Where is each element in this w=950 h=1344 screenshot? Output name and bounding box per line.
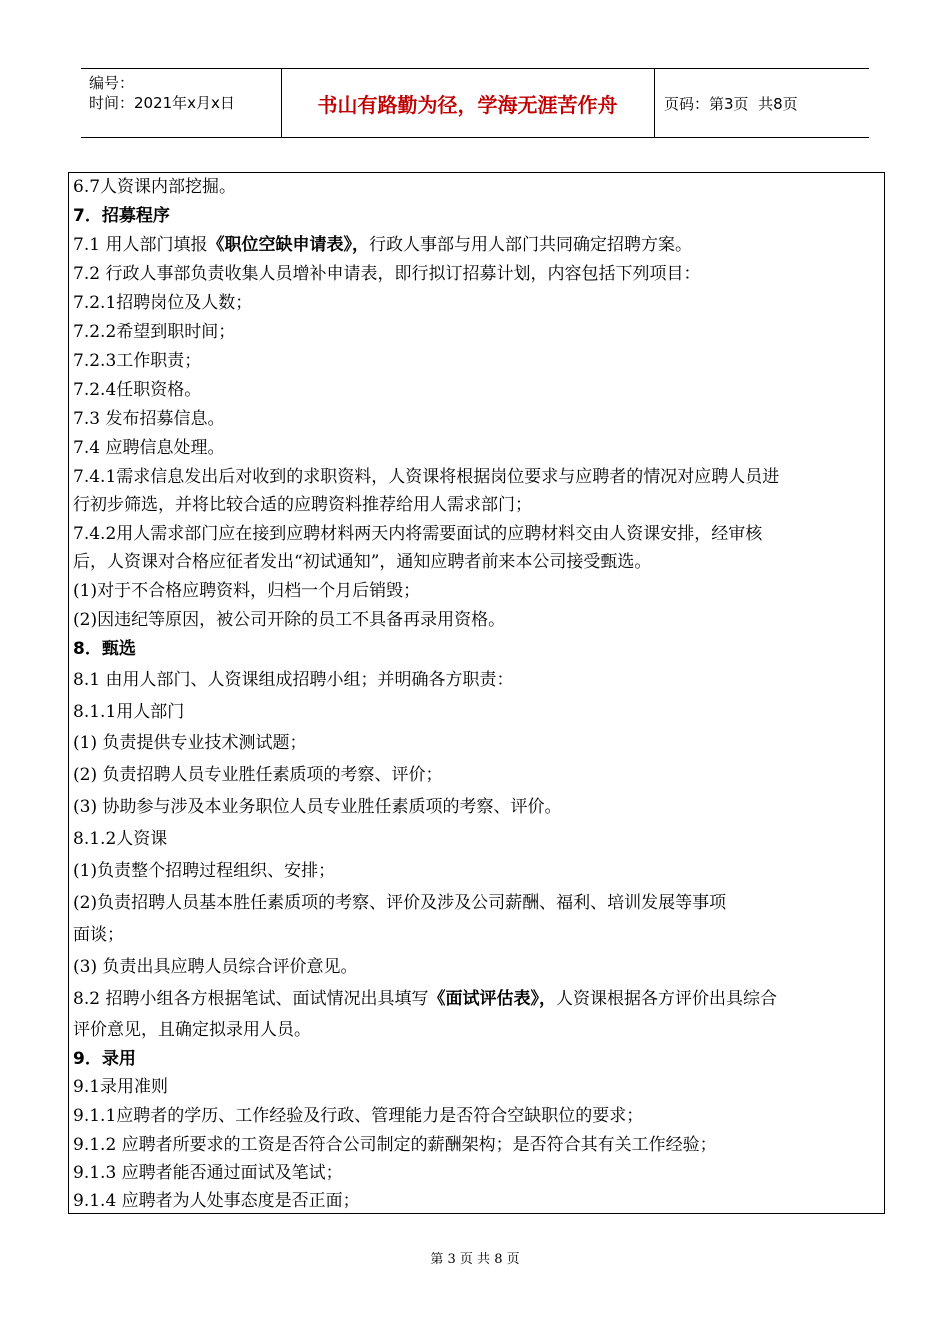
- text-line: (1)负责整个招聘过程组织、安排；: [73, 861, 336, 881]
- text-line: 后，人资课对合格应征者发出“初试通知”，通知应聘者前来本公司接受甄选。: [73, 552, 652, 572]
- page-footer: 第 3 页 共 8 页: [430, 1252, 520, 1267]
- text-line: 9.1.3 应聘者能否通过面试及笔试；: [73, 1163, 343, 1183]
- content-frame: [68, 172, 885, 1214]
- text-line: 7.3 发布招募信息。: [73, 409, 225, 429]
- header-page-number: 页码：第3页 共8页: [664, 94, 798, 113]
- form-name: 《面试评估表》，: [428, 989, 556, 1009]
- text-line: (2)负责招聘人员基本胜任素质项的考察、评价及涉及公司薪酬、福利、培训发展等事项: [73, 893, 727, 913]
- text-line: (2)因违纪等原因，被公司开除的员工不具备再录用资格。: [73, 610, 506, 630]
- text-line: 行初步筛选，并将比较合适的应聘资料推荐给用人需求部门；: [73, 495, 532, 515]
- text-line: 7.2.1招聘岗位及人数；: [73, 293, 253, 313]
- text-line: 9.1.1应聘者的学历、工作经验及行政、管理能力是否符合空缺职位的要求；: [73, 1106, 644, 1126]
- header-divider: [654, 69, 655, 137]
- section-heading: 9．录用: [73, 1049, 136, 1069]
- header-motto: 书山有路勤为径，学海无涯苦作舟: [317, 92, 618, 117]
- text-line: 7.1 用人部门填报《职位空缺申请表》，行政人事部与用人部门共同确定招聘方案。: [73, 235, 692, 255]
- text-line: (1) 负责提供专业技术测试题；: [73, 733, 307, 753]
- text-line: 7.2.2希望到职时间；: [73, 322, 236, 342]
- text-line: 评价意见，且确定拟录用人员。: [73, 1020, 311, 1040]
- text-line: (2) 负责招聘人员专业胜任素质项的考察、评价；: [73, 765, 443, 785]
- text-line: 9.1录用准则: [73, 1077, 169, 1097]
- text-line: 7.2.4任职资格。: [73, 380, 202, 400]
- text-line: 8.1.2人资课: [73, 829, 168, 849]
- text-line: 6.7人资课内部挖掘。: [73, 177, 237, 197]
- text-line: (3) 负责出具应聘人员综合评价意见。: [73, 957, 358, 977]
- section-heading: 7．招募程序: [73, 206, 170, 226]
- text-line: 7.4.2用人需求部门应在接到应聘材料两天内将需要面试的应聘材料交由人资课安排，经审核: [73, 524, 763, 544]
- text-line: 9.1.2 应聘者所要求的工资是否符合公司制定的薪酬架构；是否符合其有关工作经验；: [73, 1135, 717, 1155]
- document-header: [81, 68, 869, 138]
- section-heading: 8．甄选: [73, 639, 136, 659]
- text-line: (3) 协助参与涉及本业务职位人员专业胜任素质项的考察、评价。: [73, 797, 562, 817]
- text-line: 7.2.3工作职责；: [73, 351, 202, 371]
- text-line: 9.1.4 应聘者为人处事态度是否正面；: [73, 1191, 360, 1211]
- text-line: 8.1 由用人部门、人资课组成招聘小组；并明确各方职责：: [73, 670, 514, 690]
- text-line: 7.4.1需求信息发出后对收到的求职资料，人资课将根据岗位要求与应聘者的情况对应聘人员进: [73, 467, 780, 487]
- text-line: 面谈；: [73, 925, 124, 945]
- text-line: (1)对于不合格应聘资料，归档一个月后销毁；: [73, 581, 421, 601]
- text-line: 7.2 行政人事部负责收集人员增补申请表，即行拟订招募计划，内容包括下列项目：: [73, 264, 701, 284]
- text-line: 7.4 应聘信息处理。: [73, 438, 225, 458]
- text-line: 8.1.1用人部门: [73, 702, 185, 722]
- form-name: 《职位空缺申请表》，: [207, 235, 369, 255]
- document-date: 时间：2021年x月x日: [89, 94, 235, 112]
- document-number: 编号：: [89, 74, 135, 92]
- text-line: 8.2 招聘小组各方根据笔试、面试情况出具填写《面试评估表》，人资课根据各方评价出具综合: [73, 989, 777, 1009]
- header-meta: [89, 73, 235, 113]
